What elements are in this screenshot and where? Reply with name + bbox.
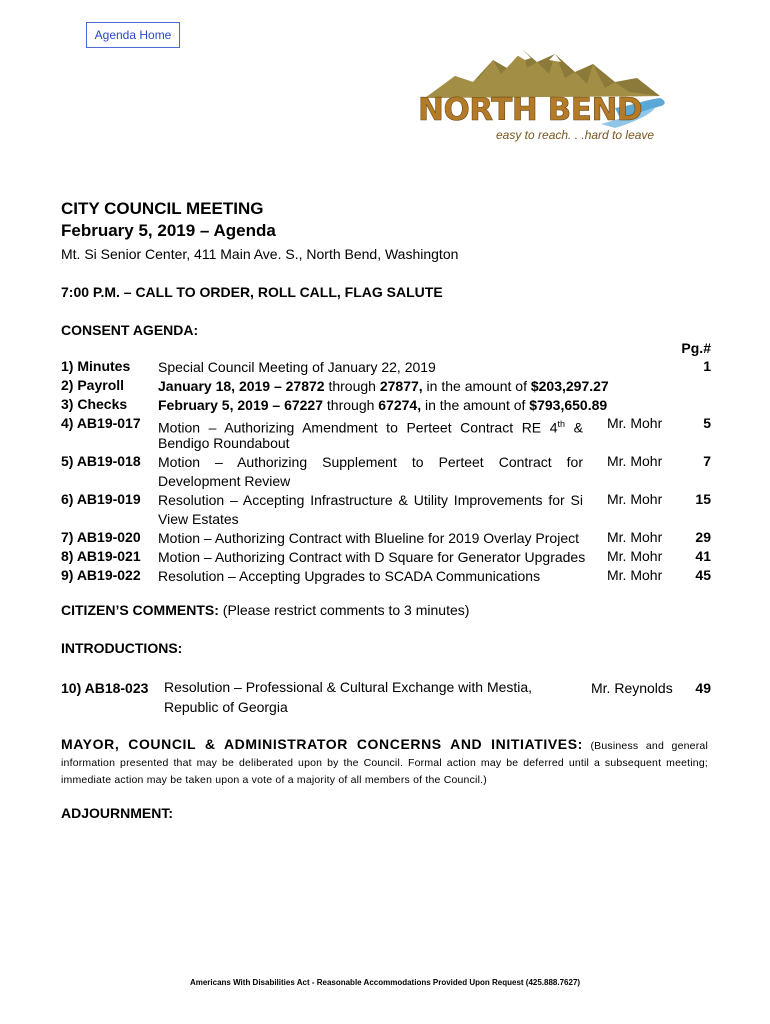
meeting-date: February 5, 2019 – Agenda <box>61 221 276 240</box>
agenda-item <box>61 377 711 396</box>
item-page: 1 <box>703 358 711 374</box>
item-presenter: Mr. Mohr <box>607 529 663 545</box>
introductions-heading: INTRODUCTIONS: <box>61 640 183 656</box>
item-page: 15 <box>695 491 711 507</box>
agenda-item <box>61 358 711 377</box>
item-description: Motion – Authorizing Contract with Blueline for 2019 Overlay Project <box>158 530 579 546</box>
mayor-heading: MAYOR, COUNCIL & ADMINISTRATOR CONCERNS AND INITIATIVES: <box>61 736 583 752</box>
item-description: February 5, 2019 – 67227 through 67274, in the amount of $793,650.89 <box>158 397 608 413</box>
meeting-location: Mt. Si Senior Center, 411 Main Ave. S., North Bend, Washington <box>61 246 459 262</box>
item-description: Motion – Authorizing Contract with D Square for Generator Upgrades <box>158 549 586 565</box>
citizens-comments <box>61 602 469 618</box>
agenda-item <box>61 491 711 527</box>
item-number: 9) AB19-022 <box>61 567 141 583</box>
citizens-note: (Please restrict comments to 3 minutes) <box>218 602 470 618</box>
mayor-council-section <box>61 736 708 789</box>
item-page: 49 <box>695 680 711 696</box>
agenda-item <box>61 567 711 586</box>
item-description-cont: View Estates <box>158 511 239 527</box>
adjournment-heading: ADJOURNMENT: <box>61 805 173 821</box>
agenda-item <box>61 529 711 548</box>
item-description-cont: Republic of Georgia <box>164 699 288 715</box>
item-description: Motion – Authorizing Amendment to Perteet Contract RE 4th & <box>158 419 583 436</box>
item-number: 7) AB19-020 <box>61 529 141 545</box>
citizens-heading: CITIZEN’S COMMENTS: <box>61 602 219 618</box>
item-description-cont: Development Review <box>158 473 291 489</box>
agenda-item <box>61 548 711 567</box>
item-presenter: Mr. Mohr <box>607 415 663 431</box>
item-description-cont: Bendigo Roundabout <box>158 435 290 451</box>
item-description: Resolution – Accepting Infrastructure & Utility Improvements for Si <box>158 492 583 508</box>
item-number: 6) AB19-019 <box>61 491 141 507</box>
item-number: 10) AB18-023 <box>61 680 149 696</box>
item-page: 41 <box>695 548 711 564</box>
item-number: 4) AB19-017 <box>61 415 141 431</box>
logo-wordmark: NORTH BEND <box>418 92 643 128</box>
item-description: January 18, 2019 – 27872 through 27877, in the amount of $203,297.27 <box>158 378 609 394</box>
item-page: 5 <box>703 415 711 431</box>
meeting-title: CITY COUNCIL MEETING <box>61 199 264 218</box>
item-description: Resolution – Professional & Cultural Exchange with Mestia, <box>164 679 533 695</box>
item-page: 29 <box>695 529 711 545</box>
agenda-header <box>61 198 711 340</box>
item-number: 3) Checks <box>61 396 128 412</box>
ada-footer: Americans With Disabilities Act - Reasonable Accommodations Provided Upon Request (425.888.7627) <box>189 978 581 987</box>
item-number: 8) AB19-021 <box>61 548 141 564</box>
call-to-order: 7:00 P.M. – CALL TO ORDER, ROLL CALL, FLAG SALUTE <box>61 284 443 300</box>
page-number-header: Pg.# <box>681 340 711 356</box>
item-number: 5) AB19-018 <box>61 453 141 469</box>
item-page: 45 <box>695 567 711 583</box>
item-number: 2) Payroll <box>61 377 125 393</box>
logo-tagline: easy to reach. . .hard to leave <box>496 128 655 142</box>
item-description: Special Council Meeting of January 22, 2019 <box>158 359 436 375</box>
item-presenter: Mr. Mohr <box>607 567 663 583</box>
item-page: 7 <box>703 453 711 469</box>
item-presenter: Mr. Reynolds <box>591 680 673 696</box>
agenda-item <box>61 453 711 489</box>
item-presenter: Mr. Mohr <box>607 548 663 564</box>
item-presenter: Mr. Mohr <box>607 491 663 507</box>
agenda-home-button[interactable]: Agenda Home <box>86 22 180 48</box>
agenda-item <box>61 415 711 451</box>
item-number: 1) Minutes <box>61 358 131 374</box>
mayor-text: (Business and general information presented that may be deliberated upon by the Council. Formal action may be deferred until a subsequent meeting; immediate action may be taken upon a vote of a majority of all members of the Council.) <box>61 740 708 786</box>
item-presenter: Mr. Mohr <box>607 453 663 469</box>
item-description: Resolution – Accepting Upgrades to SCADA Communications <box>158 568 541 584</box>
item-description: Motion – Authorizing Supplement to Perteet Contract for <box>158 454 583 470</box>
agenda-item <box>61 396 711 415</box>
consent-agenda-heading: CONSENT AGENDA: <box>61 322 199 338</box>
